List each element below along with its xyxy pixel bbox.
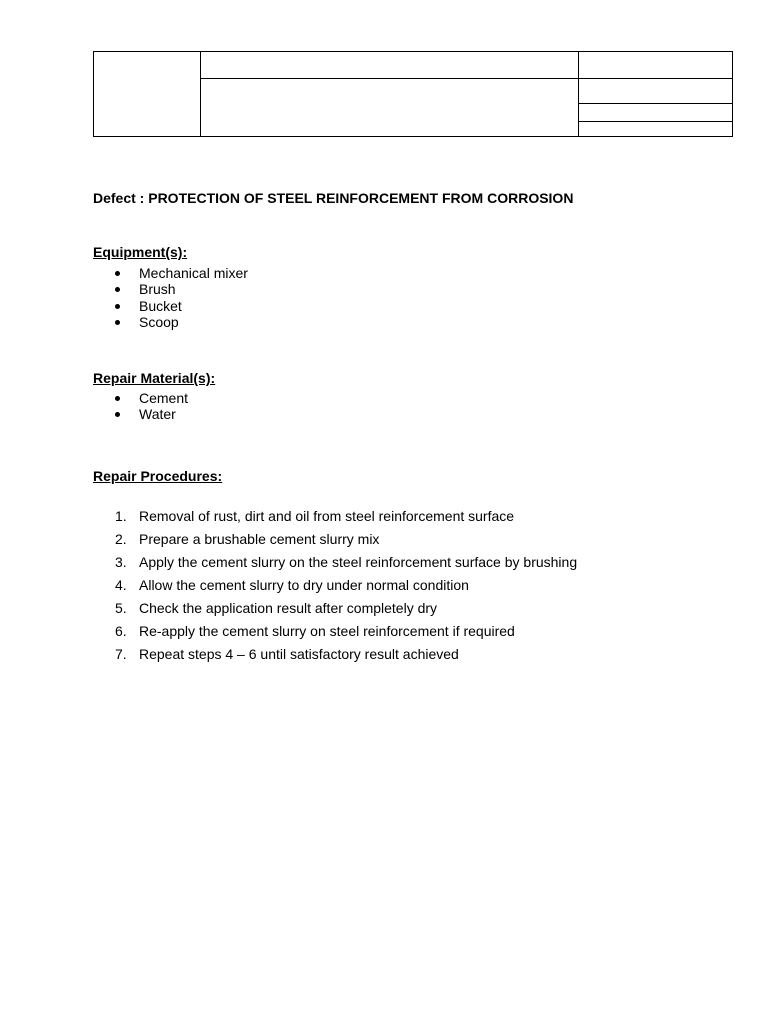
list-item [93,265,248,281]
procedure-step [93,531,577,554]
header-table-divider [200,52,201,136]
step-text: Repeat steps 4 – 6 until satisfactory result achieved [139,646,459,662]
list-item [93,390,188,406]
equipment-list [93,265,248,330]
list-item [93,298,248,314]
step-text: Re-apply the cement slurry on steel reinforcement if required [139,623,515,639]
procedure-step [93,623,577,646]
bullet-icon [115,396,120,401]
header-table-divider [578,121,732,122]
step-number: 5. [115,600,127,616]
defect-title: Defect : PROTECTION OF STEEL REINFORCEMENT FROM CORROSION [93,190,574,206]
header-table-divider [578,103,732,104]
step-text: Check the application result after completely dry [139,600,438,616]
step-text: Prepare a brushable cement slurry mix [139,531,380,547]
step-number: 2. [115,531,127,547]
list-item-text: Scoop [139,313,179,330]
header-table [93,51,733,137]
bullet-icon [115,412,120,417]
procedure-step [93,508,577,531]
list-item-text: Brush [139,281,176,298]
step-number: 6. [115,623,127,639]
list-item-text: Bucket [139,297,182,314]
list-item-text: Water [139,406,176,423]
procedure-step [93,554,577,577]
list-item [93,314,248,330]
step-number: 1. [115,508,127,524]
step-number: 3. [115,554,127,570]
list-item-text: Cement [139,390,189,406]
materials-list [93,390,188,423]
step-number: 7. [115,646,127,662]
step-number: 4. [115,577,127,593]
procedure-step [93,600,577,623]
bullet-icon [115,304,120,309]
list-item [93,281,248,297]
procedures-heading: Repair Procedures: [93,468,223,484]
materials-heading: Repair Material(s): [93,370,216,386]
header-table-divider [578,52,579,136]
bullet-icon [115,271,120,276]
bullet-icon [115,320,120,325]
header-table-divider [200,78,732,79]
step-text: Apply the cement slurry on the steel reinforcement surface by brushing [139,554,578,570]
list-item [93,406,188,422]
procedure-step [93,577,577,600]
procedures-list [93,508,577,669]
step-text: Allow the cement slurry to dry under normal condition [139,577,469,593]
bullet-icon [115,287,120,292]
list-item-text: Mechanical mixer [139,265,248,281]
procedure-step [93,646,577,669]
equipment-heading: Equipment(s): [93,244,188,260]
step-text: Removal of rust, dirt and oil from steel reinforcement surface [139,508,515,524]
